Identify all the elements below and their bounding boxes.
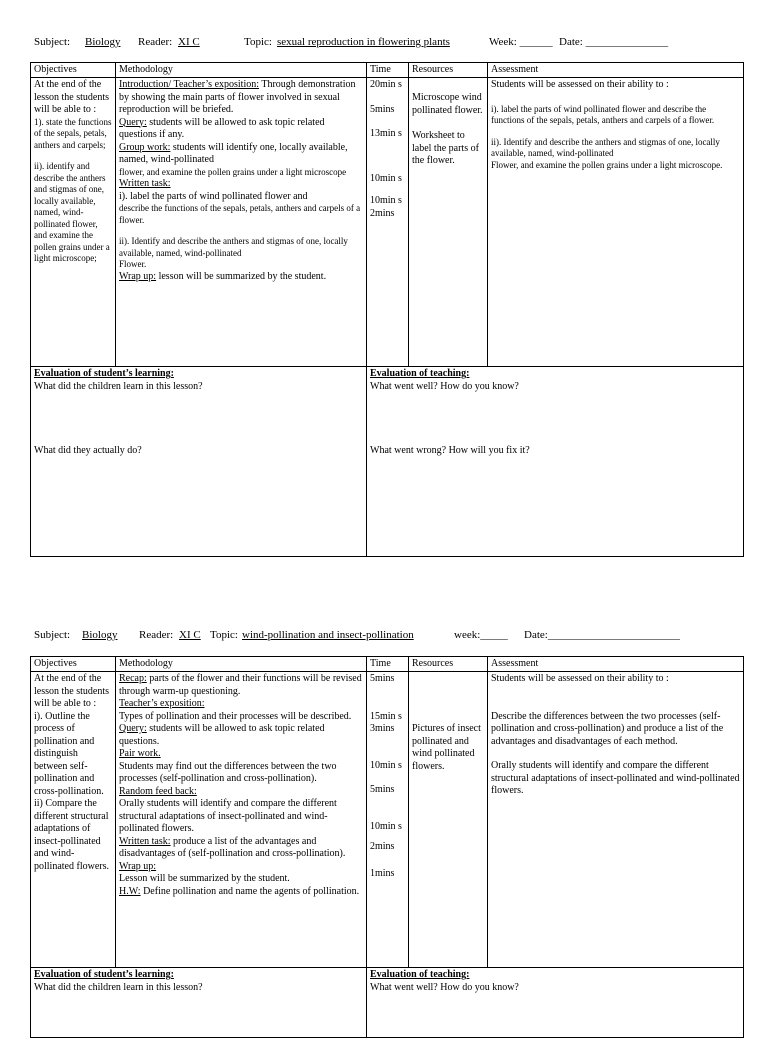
time-2-7: 2mins [370, 841, 395, 852]
eval-teaching-q2: What went wrong? How will you fix it? [370, 445, 530, 456]
objective-intro: At the end of the lesson the students will be able to : [34, 79, 109, 115]
hw-label: H.W: [119, 885, 141, 897]
intro-text: Through demonstration by showing the main parts of flower involved in sexual reproduction will be briefed. [119, 79, 356, 115]
query-label: Query: [119, 116, 147, 128]
col-methodology-2: Methodology [116, 657, 367, 672]
written-text-2: describe the functions of the sepals, petals, anthers and carpels of a flower. [119, 203, 361, 225]
recap-label: Recap: [119, 673, 147, 684]
time-5: 10min s [370, 195, 402, 206]
written-text-2-2: produce a list of the advantages and disadvantages of (self-pollination and cross-pollination). [119, 835, 346, 859]
topic-label-2: Topic: [210, 629, 238, 641]
table-header-row [31, 63, 744, 78]
assessment-2-2: Orally students will identify and compare the different structural adaptations of insect-pollinated and wind-pollinated flowers. [491, 760, 740, 796]
expo-text: Types of pollination and their processes will be described. [119, 710, 352, 722]
time-6: 2mins [370, 207, 395, 219]
assessment-1: i). label the parts of wind pollinated flower and describe the functions of the sepals, petals, anthers and carpels of a flower. [491, 103, 715, 125]
time-2-4: 10min s [370, 759, 402, 771]
week-field-2: week:_____ [454, 629, 508, 641]
query-label-2: Query: [119, 723, 147, 734]
time-2-3: 3mins [370, 723, 395, 734]
lesson-row-2 [31, 672, 744, 968]
assessment-2-1: Describe the differences between the two processes (self-pollination and cross-pollination) and produce a list of the advantages and disadvantages of each method. [491, 710, 724, 747]
objective-1: 1). state the functions of the sepals, petals, anthers and carpels; [34, 116, 112, 150]
group-text: students will identify one, locally available, named, wind-pollinated [119, 141, 348, 165]
eval-teaching-title-2: Evaluation of teaching: [370, 969, 470, 980]
objective-intro-2: At the end of the lesson the students will be able to : [34, 673, 109, 709]
method-intro [119, 79, 363, 117]
eval-learning-q1: What did the children learn in this lesson? [34, 380, 203, 392]
methodology-cell-2 [116, 672, 367, 968]
reader-label: Reader: [138, 36, 173, 48]
eval-teaching-q1: What went well? How do you know? [370, 380, 519, 392]
evaluation-row [31, 367, 744, 557]
written-label-2: Written task: [119, 835, 171, 847]
wrap-text-2: Lesson will be summarized by the student. [119, 873, 290, 884]
objectives-cell [31, 78, 116, 367]
resource-2: Worksheet to label the parts of the flower. [412, 130, 479, 166]
method-group [119, 142, 363, 167]
time-2-6: 10min s [370, 820, 402, 832]
objective-2-2: ii) Compare the different structural adaptations of insect-pollinated and wind-pollinated flowers. [34, 798, 109, 872]
written-text-1: i). label the parts of wind pollinated flower and [119, 190, 308, 202]
lesson-plan-table-1 [30, 62, 744, 557]
resource-1: Microscope wind pollinated flower. [412, 92, 483, 116]
pair-label: Pair work. [119, 748, 161, 759]
date-field: Date: _______________ [559, 36, 669, 48]
eval-teaching-q1-2: What went well? How do you know? [370, 981, 519, 993]
time-2: 5mins [370, 103, 395, 115]
col-methodology: Methodology [116, 63, 367, 78]
group-text-2: flower, and examine the pollen grains under a light microscope [119, 166, 347, 177]
method-hw [119, 886, 363, 899]
col-objectives-2: Objectives [31, 657, 116, 672]
time-cell-2 [367, 672, 409, 968]
col-assessment: Assessment [488, 63, 744, 78]
expo-label: Teacher’s exposition: [119, 698, 205, 709]
objectives-cell-2 [31, 672, 116, 968]
objective-2-1: i). Outline the process of pollination and distinguish between self-pollination and cross-pollination. [34, 710, 104, 797]
col-time: Time [367, 63, 409, 78]
col-time-2: Time [367, 657, 409, 672]
assessment-intro: Students will be assessed on their ability to : [491, 79, 669, 90]
eval-learning-cell-2 [31, 968, 367, 1038]
group-label: Group work: [119, 141, 171, 153]
wrap-label-2: Wrap up: [119, 860, 157, 872]
method-recap [119, 673, 363, 698]
eval-teaching-cell-2 [367, 968, 744, 1038]
assessment-3: Flower, and examine the pollen grains under a light microscope. [491, 159, 723, 170]
method-query-2 [119, 723, 363, 748]
reader-value: XI C [178, 36, 200, 48]
assessment-2: ii). Identify and describe the anthers and stigmas of one, locally available, named, wind-pollinated [491, 136, 720, 158]
written-text-4: Flower. [119, 259, 147, 269]
methodology-cell [116, 78, 367, 367]
time-2-8: 1mins [370, 867, 395, 879]
resources-cell [409, 78, 488, 367]
week-field: Week: ______ [489, 36, 553, 48]
method-written-2 [119, 836, 363, 861]
topic-value: sexual reproduction in flowering plants [277, 36, 450, 48]
subject-value-2: Biology [82, 629, 118, 641]
topic-label: Topic: [244, 36, 272, 48]
wrap-label: Wrap up: [119, 270, 157, 282]
lesson-row [31, 78, 744, 367]
lesson-plan-table-2 [30, 656, 744, 1038]
subject-label-2: Subject: [34, 629, 71, 641]
reader-value-2: XI C [179, 629, 201, 641]
eval-learning-q2: What did they actually do? [34, 445, 142, 456]
time-1: 20min s [370, 79, 402, 90]
assessment-2-intro: Students will be assessed on their ability to : [491, 673, 669, 684]
objective-2: ii). identify and describe the anthers and stigmas of one, locally available, named, wind-pollinated flower, and examine the pollen grains under a light microscope; [34, 161, 110, 263]
eval-learning-title-2: Evaluation of student’s learning: [34, 969, 174, 980]
date-field-2: Date:________________________ [524, 629, 680, 641]
pair-text: Students may find out the differences between the two processes (self-pollination and cross-pollination). [119, 760, 337, 784]
intro-label: Introduction/ Teacher’s exposition: [119, 79, 260, 90]
col-assessment-2: Assessment [488, 657, 744, 672]
eval-learning-q1-2: What did the children learn in this lesson? [34, 981, 203, 993]
feedback-text: Orally students will identify and compare the different structural adaptations of insect-pollinated and wind-pollinated flowers. [119, 798, 337, 834]
eval-learning-cell [31, 367, 367, 557]
time-2-2: 15min s [370, 710, 402, 722]
resource-2-1: Pictures of insect pollinated and wind pollinated flowers. [412, 723, 481, 772]
time-3: 13min s [370, 128, 402, 139]
time-2-1: 5mins [370, 673, 395, 684]
written-text-3: ii). Identify and describe the anthers and stigmas of one, locally available, named, wind-pollinated [119, 236, 348, 258]
table-header-row-2 [31, 657, 744, 672]
subject-label: Subject: [34, 36, 71, 48]
assessment-cell-2 [488, 672, 744, 968]
subject-value: Biology [85, 36, 121, 48]
eval-teaching-title: Evaluation of teaching: [370, 368, 470, 379]
feedback-label: Random feed back: [119, 785, 197, 797]
method-wrap [119, 271, 363, 284]
evaluation-row-2 [31, 968, 744, 1038]
time-2-5: 5mins [370, 784, 395, 795]
col-resources: Resources [409, 63, 488, 78]
assessment-cell [488, 78, 744, 367]
time-cell [367, 78, 409, 367]
hw-text: Define pollination and name the agents of pollination. [140, 885, 360, 897]
written-label: Written task: [119, 178, 171, 189]
eval-teaching-cell [367, 367, 744, 557]
method-query [119, 117, 363, 142]
eval-learning-title: Evaluation of student’s learning: [34, 368, 174, 379]
topic-value-2: wind-pollination and insect-pollination [242, 629, 414, 641]
query-text-2: students will be allowed to ask topic related questions. [119, 723, 325, 747]
query-text: students will be allowed to ask topic related questions if any. [119, 116, 325, 140]
time-4: 10min s [370, 172, 402, 184]
col-resources-2: Resources [409, 657, 488, 672]
reader-label-2: Reader: [139, 629, 174, 641]
resources-cell-2 [409, 672, 488, 968]
wrap-text: lesson will be summarized by the student. [156, 270, 327, 282]
col-objectives: Objectives [31, 63, 116, 78]
recap-text: parts of the flower and their functions will be revised through warm-up questioning. [119, 673, 362, 697]
